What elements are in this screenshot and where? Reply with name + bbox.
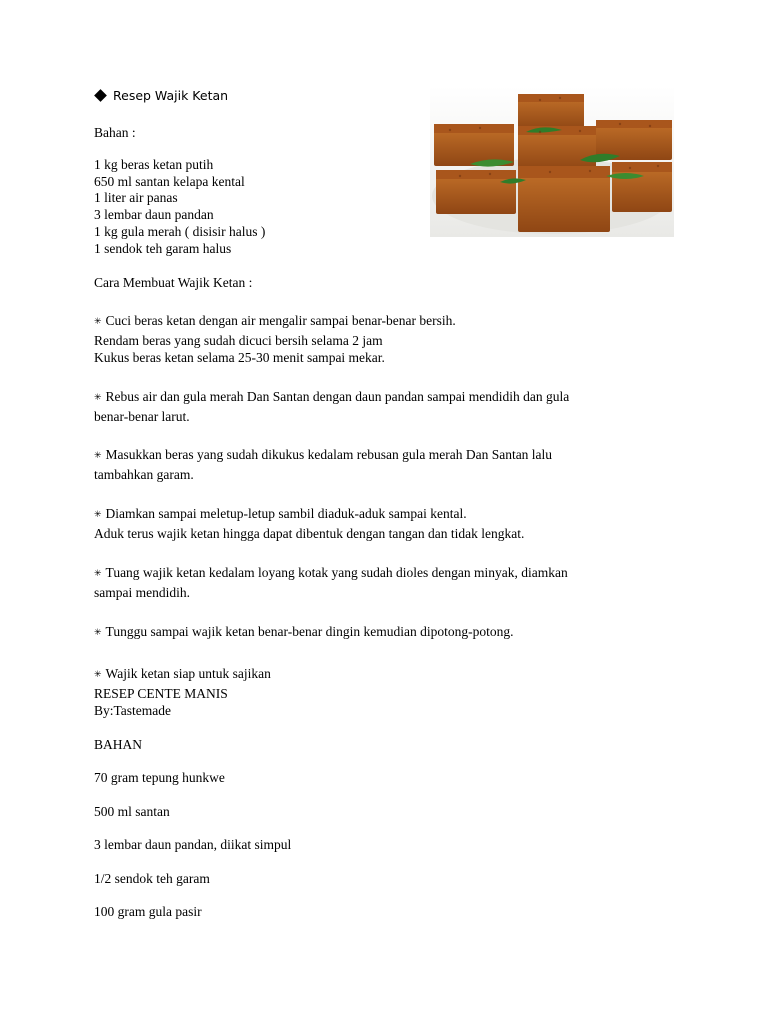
recipe2-bahan-label: BAHAN bbox=[94, 737, 143, 752]
ingredient-line: 3 lembar daun pandan, diikat simpul bbox=[94, 837, 292, 852]
ingredient-line: 1 kg beras ketan putih bbox=[94, 157, 214, 172]
recipe-title bbox=[94, 88, 228, 103]
ingredient-line: 650 ml santan kelapa kental bbox=[94, 174, 245, 189]
step-line: ✳ Diamkan sampai meletup-letup sambil diaduk-aduk sampai kental. bbox=[94, 506, 467, 521]
step-line: sampai mendidih. bbox=[94, 585, 190, 600]
star-bullet-icon: ✳ bbox=[94, 568, 102, 578]
diamond-icon bbox=[94, 89, 107, 102]
recipe2-author: By:Tastemade bbox=[94, 703, 172, 718]
step-line: ✳ Rebus air dan gula merah Dan Santan dengan daun pandan sampai mendidih dan gula bbox=[94, 389, 570, 404]
star-bullet-icon: ✳ bbox=[94, 509, 102, 519]
star-bullet-icon: ✳ bbox=[94, 316, 102, 326]
bahan-label: Bahan : bbox=[94, 125, 136, 140]
cara-label: Cara Membuat Wajik Ketan : bbox=[94, 275, 253, 290]
ingredient-line: 1 liter air panas bbox=[94, 190, 178, 205]
ingredient-line: 70 gram tepung hunkwe bbox=[94, 770, 225, 785]
recipe2-title: RESEP CENTE MANIS bbox=[94, 686, 228, 701]
star-bullet-icon: ✳ bbox=[94, 392, 102, 402]
ingredient-line: 1 sendok teh garam halus bbox=[94, 241, 232, 256]
ingredient-line: 500 ml santan bbox=[94, 804, 170, 819]
ingredient-line: 3 lembar daun pandan bbox=[94, 207, 214, 222]
wajik-ketan-illustration bbox=[430, 86, 674, 237]
step-line: ✳ Masukkan beras yang sudah dikukus kedalam rebusan gula merah Dan Santan lalu bbox=[94, 447, 553, 462]
wajik-ketan-photo bbox=[430, 86, 674, 237]
step-line: benar-benar larut. bbox=[94, 409, 190, 424]
step-line: Rendam beras yang sudah dicuci bersih selama 2 jam bbox=[94, 333, 383, 348]
step-line: ✳ Cuci beras ketan dengan air mengalir sampai benar-benar bersih. bbox=[94, 313, 456, 328]
step-line: Aduk terus wajik ketan hingga dapat dibentuk dengan tangan dan tidak lengkat. bbox=[94, 526, 525, 541]
step-line: ✳ Tunggu sampai wajik ketan benar-benar dingin kemudian dipotong-potong. bbox=[94, 624, 514, 639]
step-line: ✳ Wajik ketan siap untuk sajikan bbox=[94, 666, 271, 681]
ingredient-line: 100 gram gula pasir bbox=[94, 904, 202, 919]
recipe-title-text: Resep Wajik Ketan bbox=[113, 88, 229, 103]
star-bullet-icon: ✳ bbox=[94, 669, 102, 679]
step-line: Kukus beras ketan selama 25-30 menit sampai mekar. bbox=[94, 350, 385, 365]
step-line: ✳ Tuang wajik ketan kedalam loyang kotak yang sudah dioles dengan minyak, diamkan bbox=[94, 565, 568, 580]
star-bullet-icon: ✳ bbox=[94, 627, 102, 637]
star-bullet-icon: ✳ bbox=[94, 450, 102, 460]
ingredient-line: 1/2 sendok teh garam bbox=[94, 871, 210, 886]
step-line: tambahkan garam. bbox=[94, 467, 194, 482]
ingredient-line: 1 kg gula merah ( disisir halus ) bbox=[94, 224, 266, 239]
